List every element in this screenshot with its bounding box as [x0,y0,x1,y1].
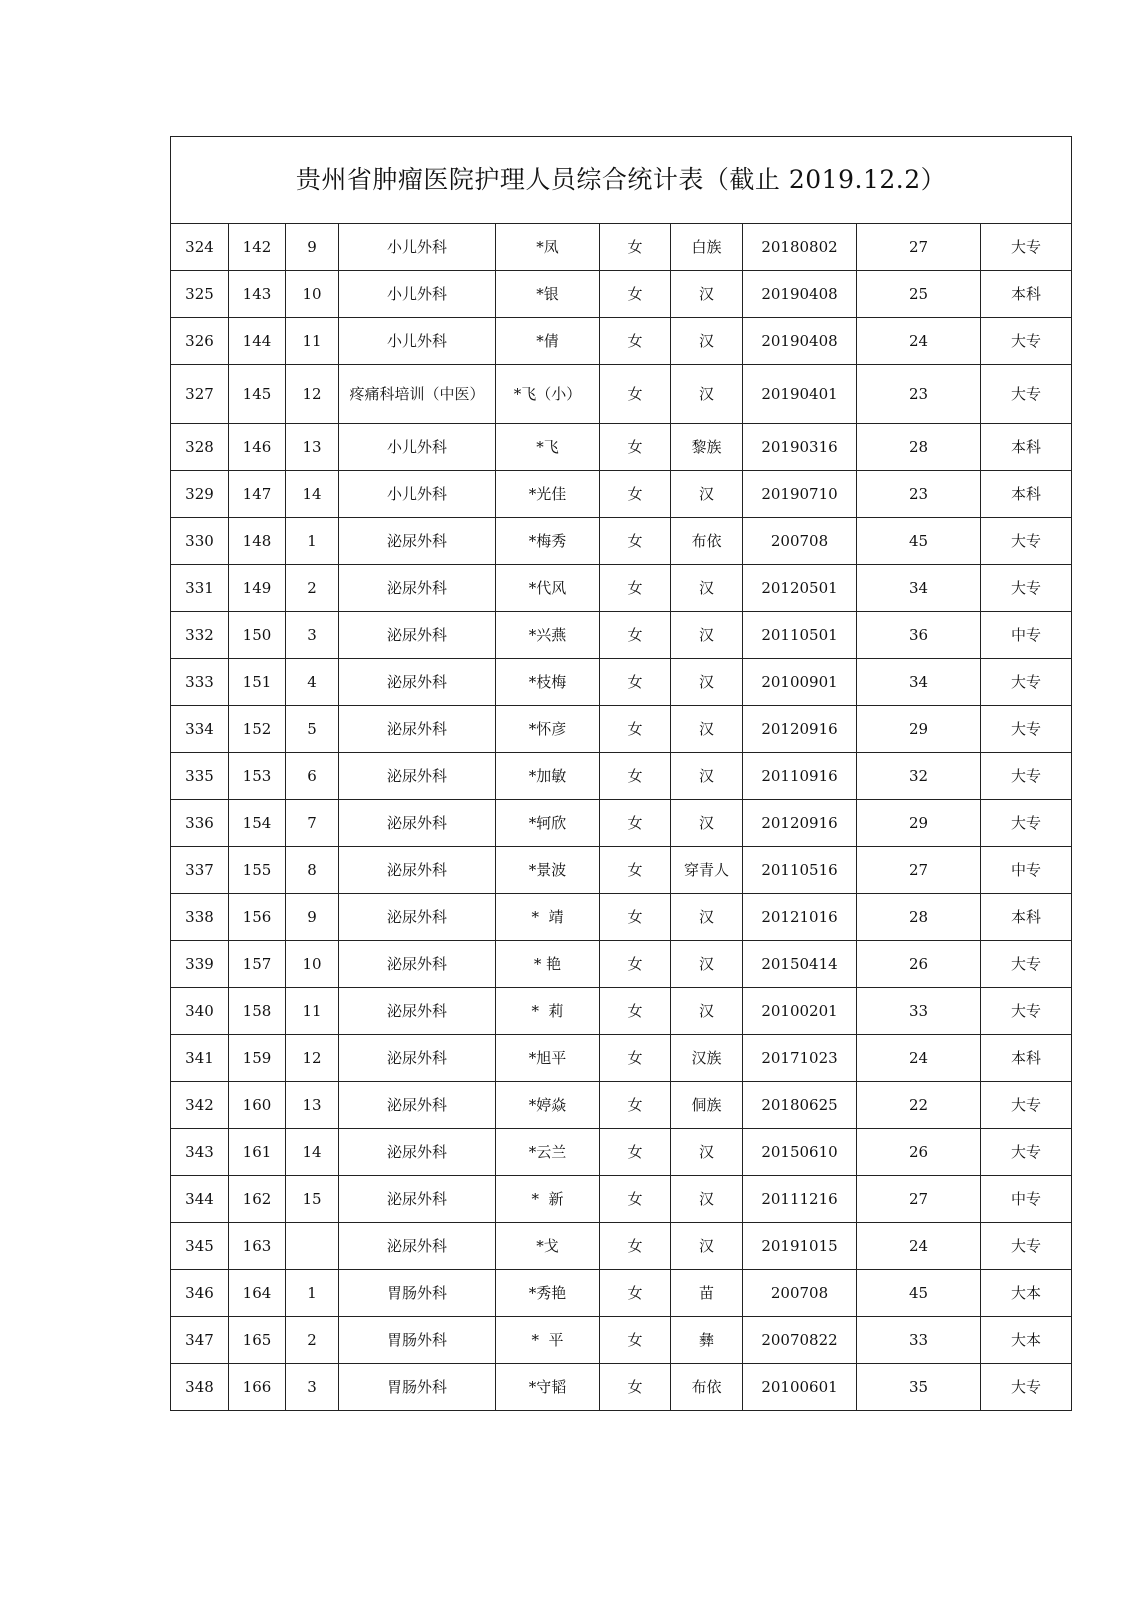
table-row [171,471,1072,518]
cell-serial-no: 325 [171,271,229,318]
cell-serial-no: 339 [171,941,229,988]
cell-age: 34 [857,565,981,612]
cell-serial-no: 333 [171,659,229,706]
cell-education: 本科 [981,271,1072,318]
cell-name: *婷焱 [496,1082,600,1129]
table-row [171,753,1072,800]
cell-gender: 女 [600,1176,671,1223]
table-row [171,941,1072,988]
cell-gender: 女 [600,224,671,271]
cell-sub-no: 160 [229,1082,286,1129]
cell-education: 大专 [981,365,1072,424]
cell-name: *凤 [496,224,600,271]
cell-dept-no: 7 [286,800,339,847]
cell-sub-no: 155 [229,847,286,894]
table-row [171,1317,1072,1364]
cell-name: * 平 [496,1317,600,1364]
cell-name: * 新 [496,1176,600,1223]
cell-ethnicity: 汉 [671,1223,743,1270]
table-row [171,565,1072,612]
cell-department: 泌尿外科 [339,518,496,565]
cell-dept-no: 14 [286,471,339,518]
cell-start-date: 20110916 [743,753,857,800]
cell-gender: 女 [600,1035,671,1082]
cell-sub-no: 164 [229,1270,286,1317]
cell-gender: 女 [600,1317,671,1364]
cell-gender: 女 [600,1223,671,1270]
cell-education: 大专 [981,318,1072,365]
cell-sub-no: 152 [229,706,286,753]
table-row [171,518,1072,565]
cell-serial-no: 348 [171,1364,229,1411]
cell-start-date: 20100901 [743,659,857,706]
cell-name: *加敏 [496,753,600,800]
cell-department: 泌尿外科 [339,894,496,941]
cell-education: 大专 [981,753,1072,800]
cell-sub-no: 148 [229,518,286,565]
cell-age: 32 [857,753,981,800]
cell-ethnicity: 布依 [671,518,743,565]
table-row [171,706,1072,753]
cell-gender: 女 [600,706,671,753]
cell-start-date: 20110501 [743,612,857,659]
cell-ethnicity: 汉 [671,706,743,753]
cell-ethnicity: 汉 [671,988,743,1035]
cell-department: 泌尿外科 [339,800,496,847]
cell-age: 23 [857,471,981,518]
cell-ethnicity: 汉 [671,565,743,612]
cell-serial-no: 330 [171,518,229,565]
cell-start-date: 20111216 [743,1176,857,1223]
cell-start-date: 20191015 [743,1223,857,1270]
table-row [171,847,1072,894]
cell-education: 大专 [981,224,1072,271]
cell-sub-no: 143 [229,271,286,318]
cell-education: 大专 [981,706,1072,753]
cell-dept-no: 5 [286,706,339,753]
cell-age: 33 [857,1317,981,1364]
cell-sub-no: 158 [229,988,286,1035]
cell-age: 36 [857,612,981,659]
cell-education: 大专 [981,1364,1072,1411]
cell-gender: 女 [600,941,671,988]
cell-age: 25 [857,271,981,318]
cell-education: 大专 [981,1129,1072,1176]
cell-name: *秀艳 [496,1270,600,1317]
cell-ethnicity: 汉族 [671,1035,743,1082]
cell-serial-no: 334 [171,706,229,753]
cell-dept-no: 1 [286,1270,339,1317]
cell-name: *戈 [496,1223,600,1270]
cell-department: 疼痛科培训（中医） [339,365,496,424]
cell-serial-no: 338 [171,894,229,941]
cell-sub-no: 166 [229,1364,286,1411]
cell-dept-no: 9 [286,894,339,941]
cell-name: *代风 [496,565,600,612]
cell-dept-no: 6 [286,753,339,800]
cell-dept-no: 14 [286,1129,339,1176]
cell-dept-no [286,1223,339,1270]
cell-age: 29 [857,706,981,753]
cell-ethnicity: 穿青人 [671,847,743,894]
cell-department: 泌尿外科 [339,1176,496,1223]
cell-dept-no: 4 [286,659,339,706]
cell-sub-no: 153 [229,753,286,800]
cell-gender: 女 [600,659,671,706]
cell-sub-no: 146 [229,424,286,471]
cell-name: *枝梅 [496,659,600,706]
cell-age: 22 [857,1082,981,1129]
cell-dept-no: 13 [286,424,339,471]
cell-education: 本科 [981,894,1072,941]
cell-sub-no: 157 [229,941,286,988]
cell-dept-no: 12 [286,1035,339,1082]
cell-gender: 女 [600,800,671,847]
cell-ethnicity: 汉 [671,941,743,988]
cell-serial-no: 327 [171,365,229,424]
cell-start-date: 20120916 [743,706,857,753]
cell-start-date: 20150610 [743,1129,857,1176]
cell-serial-no: 332 [171,612,229,659]
cell-ethnicity: 汉 [671,894,743,941]
cell-serial-no: 337 [171,847,229,894]
cell-gender: 女 [600,894,671,941]
cell-name: *旭平 [496,1035,600,1082]
cell-start-date: 20150414 [743,941,857,988]
cell-dept-no: 8 [286,847,339,894]
table-row [171,1035,1072,1082]
table-row [171,271,1072,318]
cell-education: 大本 [981,1270,1072,1317]
cell-sub-no: 150 [229,612,286,659]
cell-name: *景波 [496,847,600,894]
cell-sub-no: 154 [229,800,286,847]
cell-gender: 女 [600,471,671,518]
cell-serial-no: 329 [171,471,229,518]
cell-start-date: 20100201 [743,988,857,1035]
cell-start-date: 20070822 [743,1317,857,1364]
cell-education: 大专 [981,565,1072,612]
cell-serial-no: 346 [171,1270,229,1317]
cell-dept-no: 2 [286,565,339,612]
cell-name: *倩 [496,318,600,365]
cell-age: 28 [857,424,981,471]
cell-gender: 女 [600,1129,671,1176]
cell-start-date: 200708 [743,518,857,565]
cell-age: 27 [857,224,981,271]
cell-start-date: 20120916 [743,800,857,847]
cell-sub-no: 147 [229,471,286,518]
cell-name: *飞（小） [496,365,600,424]
cell-department: 泌尿外科 [339,1223,496,1270]
cell-gender: 女 [600,988,671,1035]
cell-age: 29 [857,800,981,847]
cell-name: *兴燕 [496,612,600,659]
cell-education: 大专 [981,800,1072,847]
cell-department: 泌尿外科 [339,847,496,894]
cell-department: 泌尿外科 [339,1082,496,1129]
cell-gender: 女 [600,1270,671,1317]
cell-name: *光佳 [496,471,600,518]
cell-dept-no: 15 [286,1176,339,1223]
cell-ethnicity: 黎族 [671,424,743,471]
table-row [171,1364,1072,1411]
cell-ethnicity: 汉 [671,1129,743,1176]
cell-dept-no: 1 [286,518,339,565]
table-row [171,318,1072,365]
cell-education: 大专 [981,518,1072,565]
table-row [171,365,1072,424]
cell-age: 26 [857,1129,981,1176]
cell-ethnicity: 彝 [671,1317,743,1364]
cell-sub-no: 149 [229,565,286,612]
cell-sub-no: 163 [229,1223,286,1270]
cell-age: 33 [857,988,981,1035]
cell-department: 泌尿外科 [339,1129,496,1176]
cell-start-date: 20120501 [743,565,857,612]
cell-ethnicity: 汉 [671,1176,743,1223]
cell-sub-no: 159 [229,1035,286,1082]
cell-serial-no: 343 [171,1129,229,1176]
cell-department: 小儿外科 [339,271,496,318]
cell-department: 泌尿外科 [339,988,496,1035]
cell-dept-no: 2 [286,1317,339,1364]
cell-name: *银 [496,271,600,318]
cell-education: 本科 [981,1035,1072,1082]
cell-department: 泌尿外科 [339,612,496,659]
cell-ethnicity: 苗 [671,1270,743,1317]
cell-name: *梅秀 [496,518,600,565]
cell-age: 26 [857,941,981,988]
table-row [171,1270,1072,1317]
cell-sub-no: 142 [229,224,286,271]
cell-start-date: 20190408 [743,271,857,318]
cell-department: 小儿外科 [339,318,496,365]
cell-ethnicity: 汉 [671,659,743,706]
cell-education: 大本 [981,1317,1072,1364]
cell-age: 27 [857,847,981,894]
cell-education: 本科 [981,471,1072,518]
cell-dept-no: 9 [286,224,339,271]
cell-education: 大专 [981,988,1072,1035]
cell-sub-no: 161 [229,1129,286,1176]
table-row [171,800,1072,847]
cell-serial-no: 336 [171,800,229,847]
cell-dept-no: 3 [286,1364,339,1411]
table-title: 贵州省肿瘤医院护理人员综合统计表（截止 2019.12.2） [171,137,1072,224]
cell-gender: 女 [600,271,671,318]
cell-age: 27 [857,1176,981,1223]
cell-start-date: 20190710 [743,471,857,518]
cell-start-date: 20190316 [743,424,857,471]
cell-gender: 女 [600,1364,671,1411]
cell-serial-no: 335 [171,753,229,800]
table-row [171,224,1072,271]
cell-start-date: 20190401 [743,365,857,424]
cell-serial-no: 326 [171,318,229,365]
table-row [171,1129,1072,1176]
cell-name: *云兰 [496,1129,600,1176]
cell-serial-no: 340 [171,988,229,1035]
cell-age: 28 [857,894,981,941]
cell-start-date: 20100601 [743,1364,857,1411]
cell-ethnicity: 白族 [671,224,743,271]
cell-start-date: 20171023 [743,1035,857,1082]
cell-sub-no: 162 [229,1176,286,1223]
cell-sub-no: 151 [229,659,286,706]
cell-education: 大专 [981,659,1072,706]
cell-age: 24 [857,318,981,365]
cell-age: 45 [857,518,981,565]
cell-department: 胃肠外科 [339,1364,496,1411]
cell-start-date: 20190408 [743,318,857,365]
table-row [171,1082,1072,1129]
cell-serial-no: 344 [171,1176,229,1223]
cell-start-date: 20110516 [743,847,857,894]
cell-dept-no: 3 [286,612,339,659]
cell-education: 本科 [981,424,1072,471]
table-row [171,612,1072,659]
cell-education: 中专 [981,612,1072,659]
cell-education: 大专 [981,1082,1072,1129]
cell-start-date: 200708 [743,1270,857,1317]
cell-education: 大专 [981,1223,1072,1270]
cell-name: *飞 [496,424,600,471]
cell-department: 泌尿外科 [339,565,496,612]
cell-sub-no: 156 [229,894,286,941]
cell-gender: 女 [600,753,671,800]
cell-dept-no: 12 [286,365,339,424]
cell-serial-no: 342 [171,1082,229,1129]
cell-age: 45 [857,1270,981,1317]
cell-sub-no: 144 [229,318,286,365]
cell-name: * 莉 [496,988,600,1035]
table-row [171,1176,1072,1223]
cell-gender: 女 [600,1082,671,1129]
cell-ethnicity: 汉 [671,471,743,518]
cell-ethnicity: 汉 [671,271,743,318]
cell-education: 大专 [981,941,1072,988]
cell-education: 中专 [981,847,1072,894]
cell-dept-no: 11 [286,318,339,365]
cell-dept-no: 10 [286,271,339,318]
cell-serial-no: 328 [171,424,229,471]
cell-start-date: 20180625 [743,1082,857,1129]
cell-department: 泌尿外科 [339,706,496,753]
cell-ethnicity: 汉 [671,318,743,365]
table-row [171,988,1072,1035]
cell-start-date: 20180802 [743,224,857,271]
cell-serial-no: 341 [171,1035,229,1082]
cell-serial-no: 345 [171,1223,229,1270]
cell-education: 中专 [981,1176,1072,1223]
table-row [171,894,1072,941]
cell-name: *守韬 [496,1364,600,1411]
cell-department: 小儿外科 [339,224,496,271]
cell-age: 24 [857,1223,981,1270]
cell-ethnicity: 布依 [671,1364,743,1411]
cell-gender: 女 [600,365,671,424]
cell-department: 小儿外科 [339,424,496,471]
cell-department: 胃肠外科 [339,1317,496,1364]
cell-department: 泌尿外科 [339,753,496,800]
cell-department: 泌尿外科 [339,941,496,988]
cell-dept-no: 11 [286,988,339,1035]
cell-start-date: 20121016 [743,894,857,941]
cell-serial-no: 331 [171,565,229,612]
cell-gender: 女 [600,847,671,894]
cell-department: 泌尿外科 [339,659,496,706]
title-row [171,137,1072,224]
cell-gender: 女 [600,518,671,565]
cell-ethnicity: 汉 [671,612,743,659]
cell-ethnicity: 汉 [671,753,743,800]
cell-age: 23 [857,365,981,424]
cell-gender: 女 [600,565,671,612]
cell-ethnicity: 侗族 [671,1082,743,1129]
cell-name: * 靖 [496,894,600,941]
cell-department: 小儿外科 [339,471,496,518]
cell-ethnicity: 汉 [671,365,743,424]
cell-age: 35 [857,1364,981,1411]
cell-age: 34 [857,659,981,706]
cell-gender: 女 [600,424,671,471]
cell-name: *怀彦 [496,706,600,753]
cell-sub-no: 145 [229,365,286,424]
cell-serial-no: 324 [171,224,229,271]
cell-department: 泌尿外科 [339,1035,496,1082]
cell-gender: 女 [600,612,671,659]
cell-dept-no: 13 [286,1082,339,1129]
cell-serial-no: 347 [171,1317,229,1364]
cell-age: 24 [857,1035,981,1082]
cell-sub-no: 165 [229,1317,286,1364]
cell-name: * 艳 [496,941,600,988]
cell-dept-no: 10 [286,941,339,988]
cell-gender: 女 [600,318,671,365]
table-row [171,424,1072,471]
cell-ethnicity: 汉 [671,800,743,847]
table-row [171,1223,1072,1270]
table-row [171,659,1072,706]
nurse-statistics-table [170,136,1072,1411]
cell-name: *轲欣 [496,800,600,847]
cell-department: 胃肠外科 [339,1270,496,1317]
